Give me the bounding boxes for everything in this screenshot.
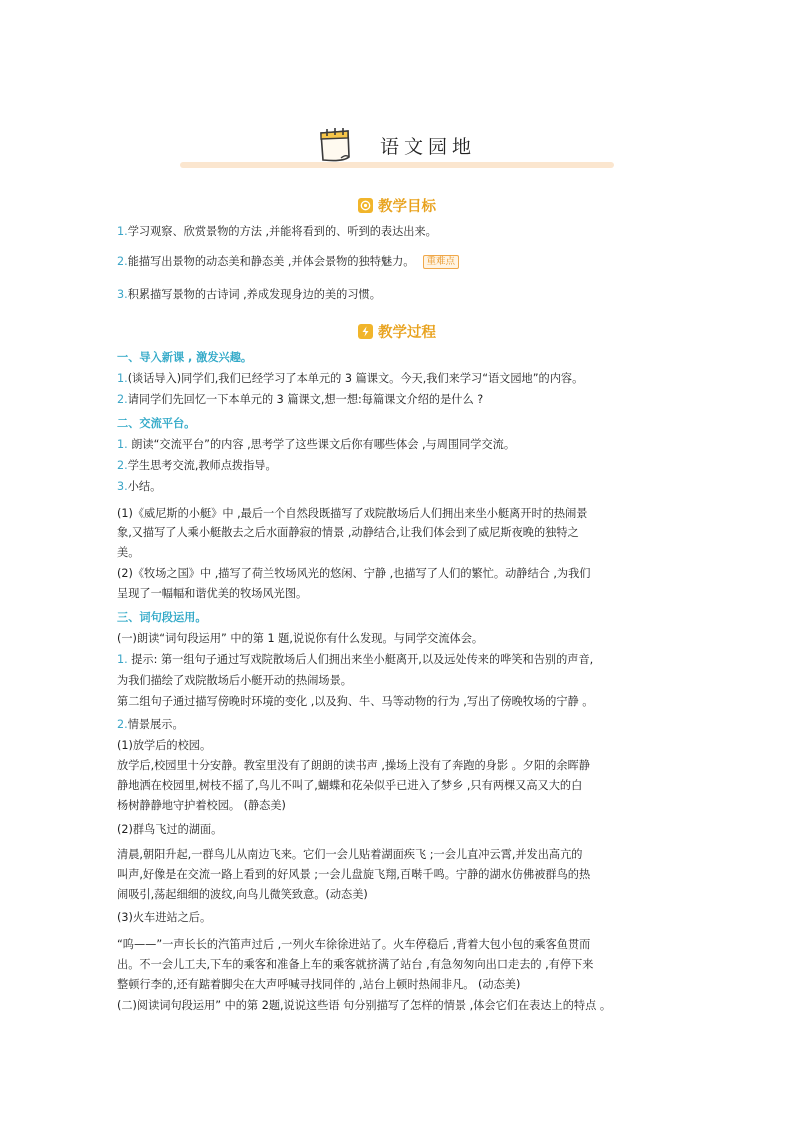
text-line: [117, 998, 611, 1013]
line-text: 象,又描写了人乘小艇散去之后水面静寂的情景 ,动静结合,让我们体会到了威尼斯夜晚的独特之: [117, 526, 579, 539]
line-text: (一)朗读“词句段运用” 中的第 1 题,说说你有什么发现。与同学交流体会。: [117, 632, 484, 645]
item-number: 1.: [117, 225, 128, 238]
line-text: 积累描写景物的古诗词 ,养成发现身边的美的习惯。: [127, 288, 381, 301]
text-line: [117, 525, 579, 540]
text-line: [117, 224, 437, 239]
text-line: [117, 867, 590, 882]
text-line: [117, 717, 184, 732]
text-line: [117, 479, 161, 494]
text-line: [117, 652, 593, 667]
line-text: “呜——”一声长长的汽笛声过后 ,一列火车徐徐进站了。火车停稳后 ,背着大包小包的乘客鱼贯而: [117, 938, 591, 951]
text-line: [117, 506, 587, 521]
line-text: 叫声,好像是在交流一路上看到的好风景 ;一会儿盘旋飞翔,百啭千鸣。宁静的湖水仿佛被群鸟的热: [117, 868, 591, 881]
line-text: 小结。: [127, 480, 162, 493]
line-text: 清晨,朝阳升起,一群鸟儿从南边飞来。它们一会儿贴着湖面疾飞 ;一会儿直冲云霄,并发出高亢的: [117, 848, 583, 861]
text-line: [117, 977, 520, 992]
text-line: [117, 738, 211, 753]
text-line: [117, 392, 483, 407]
item-number: 2.: [117, 255, 128, 268]
item-number: 3.: [117, 480, 128, 493]
text-line: [117, 910, 211, 925]
process-heading-text: 教学过程: [378, 325, 436, 341]
text-line: [117, 631, 483, 646]
line-text: 杨树静静地守护着校园。 (静态美): [117, 799, 286, 812]
text-line: [117, 545, 139, 560]
text-line: [117, 778, 582, 793]
text-line: [117, 254, 459, 269]
text-line: [117, 437, 515, 452]
text-line: [117, 887, 368, 902]
item-number: 2.: [117, 393, 128, 406]
line-text: (2)《牧场之国》中 ,描写了荷兰牧场风光的悠闲、宁静 ,也描写了人们的繁忙。动静结合 ,为我们: [117, 567, 591, 580]
section-subheading: [117, 416, 195, 431]
line-text: (2)群鸟飞过的湖面。: [117, 823, 223, 836]
line-text: (1)放学后的校园。: [117, 739, 212, 752]
line-text: 闹吸引,荡起细细的波纹,向鸟儿微笑致意。(动态美): [117, 888, 368, 901]
section-subheading: [117, 350, 252, 365]
line-text: 学生思考交流,教师点拨指导。: [127, 459, 277, 472]
line-text: 提示: 第一组句子通过写戏院散场后人们拥出来坐小艇离开,以及远处传来的哗笑和告别的声音,: [127, 653, 594, 666]
item-number: 2.: [117, 718, 128, 731]
line-text: 为我们描绘了戏院散场后小艇开动的热闹场景。: [117, 674, 352, 687]
line-text: (3)火车进站之后。: [117, 911, 212, 924]
text-line: [117, 822, 222, 837]
item-number: 1.: [117, 653, 128, 666]
section-heading-process: [0, 321, 794, 342]
goals-heading-text: 教学目标: [378, 199, 436, 215]
text-line: [117, 694, 593, 709]
subheading-text: 三、词句段运用。: [117, 611, 207, 624]
item-number: 1.: [117, 372, 128, 385]
line-text: 能描写出景物的动态美和静态美 ,并体会景物的独特魅力。: [127, 255, 415, 268]
line-text: 学习观察、欣赏景物的方法 ,并能将看到的、听到的表达出来。: [127, 225, 437, 238]
text-line: [117, 673, 352, 688]
text-line: [117, 586, 307, 601]
text-line: [117, 371, 583, 386]
subheading-text: 一、导入新课 , 激发兴趣。: [117, 351, 253, 364]
line-text: (谈话导入)同学们,我们已经学习了本单元的 3 篇课文。今天,我们来学习“语文园地”的内容。: [127, 372, 584, 385]
line-text: (二)阅读词句段运用” 中的第 2题,说说这些语 句分别描写了怎样的情景 ,体会它们在表达上的特点 。: [117, 999, 612, 1012]
title-underline: [180, 162, 614, 168]
calendar-notebook-icon: [315, 124, 355, 164]
line-text: 朗读“交流平台”的内容 ,思考学了这些课文后你有哪些体会 ,与周围同学交流。: [127, 438, 516, 451]
item-number: 2.: [117, 459, 128, 472]
line-text: 出。不一会儿工夫,下车的乘客和准备上车的乘客就挤满了站台 ,有急匆匆向出口走去的 ,有停下来: [117, 958, 594, 971]
lightning-icon: [358, 324, 373, 339]
text-line: [117, 458, 277, 473]
section-heading-goals: [0, 195, 794, 216]
text-line: [117, 957, 593, 972]
line-text: (1)《威尼斯的小艇》中 ,最后一个自然段既描写了戏院散场后人们拥出来坐小艇离开时的热闹景: [117, 507, 588, 520]
line-text: 美。: [117, 546, 140, 559]
title-block: [180, 118, 614, 172]
text-line: [117, 566, 591, 581]
line-text: 静地洒在校园里,树枝不摇了,鸟儿不叫了,蝴蝶和花朵似乎已进入了梦乡 ,只有两棵又高又大的白: [117, 779, 583, 792]
line-text: 情景展示。: [127, 718, 184, 731]
key-point-badge: 重难点: [423, 255, 460, 269]
line-text: 整顿行李的,还有踮着脚尖在大声呼喊寻找同伴的 ,站台上顿时热闹非凡。 (动态美): [117, 978, 521, 991]
text-line: [117, 937, 590, 952]
line-text: 第二组句子通过描写傍晚时环境的变化 ,以及狗、牛、马等动物的行为 ,写出了傍晚牧场的宁静 。: [117, 695, 594, 708]
page-title: 语文园地: [380, 136, 477, 158]
line-text: 请同学们先回忆一下本单元的 3 篇课文,想一想:每篇课文介绍的是什么 ?: [127, 393, 484, 406]
item-number: 3.: [117, 288, 128, 301]
text-line: [117, 758, 590, 773]
target-icon: [358, 198, 373, 213]
subheading-text: 二、交流平台。: [117, 417, 196, 430]
section-subheading: [117, 610, 207, 625]
item-number: 1.: [117, 438, 128, 451]
text-line: [117, 798, 286, 813]
line-text: 放学后,校园里十分安静。教室里没有了朗朗的读书声 ,操场上没有了奔跑的身影 。夕阳的余晖静: [117, 759, 590, 772]
text-line: [117, 287, 381, 302]
text-line: [117, 847, 583, 862]
line-text: 呈现了一幅幅和谐优美的牧场风光图。: [117, 587, 308, 600]
